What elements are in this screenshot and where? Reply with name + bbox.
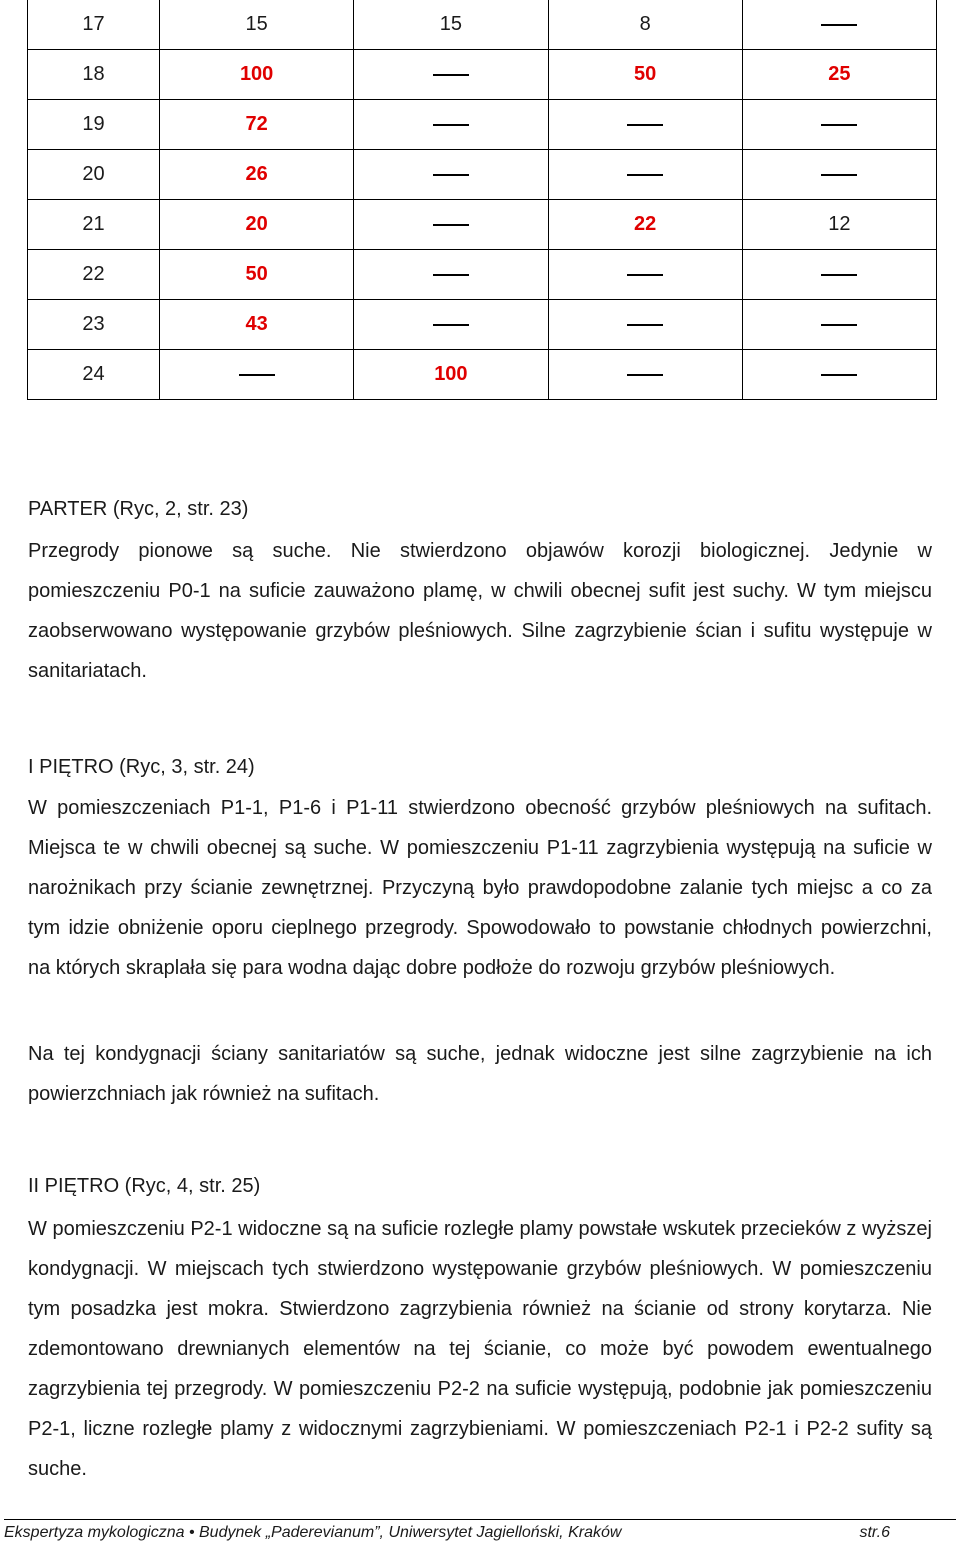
dash-mark bbox=[433, 324, 469, 326]
table-row-number: 18 bbox=[28, 50, 160, 100]
table-cell: 15 bbox=[160, 0, 354, 50]
table-cell: 22 bbox=[548, 200, 742, 250]
paragraph-parter: Przegrody pionowe są suche. Nie stwierdzono objawów korozji biologicznej. Jedynie w pomieszczeniu P0-1 na suficie zauważono plamę, w chwili obecnej sufit jest suchy. W tym miejscu zaobserwowano występowanie grzybów pleśniowych. Silne zagrzybienie ścian i sufitu występuje w sanitariatach. bbox=[28, 540, 932, 682]
table-cell: 26 bbox=[160, 150, 354, 200]
table-row bbox=[28, 300, 937, 350]
table-cell bbox=[548, 350, 742, 400]
dash-mark bbox=[433, 274, 469, 276]
table-cell bbox=[742, 100, 936, 150]
dash-mark bbox=[821, 24, 857, 26]
table-row bbox=[28, 50, 937, 100]
table-cell bbox=[742, 300, 936, 350]
dash-mark bbox=[821, 374, 857, 376]
paragraph-floor1-2: Na tej kondygnacji ściany sanitariatów są suche, jednak widoczne jest silne zagrzybienie na ich powierzchniach jak również na sufitach. bbox=[28, 1043, 932, 1105]
dash-mark bbox=[627, 174, 663, 176]
table-cell: 43 bbox=[160, 300, 354, 350]
section-heading-floor2: II PIĘTRO (Ryc, 4, str. 25) bbox=[28, 1175, 261, 1197]
dash-mark bbox=[627, 124, 663, 126]
table-cell: 12 bbox=[742, 200, 936, 250]
section-heading-parter: PARTER (Ryc, 2, str. 23) bbox=[28, 498, 249, 520]
table-cell bbox=[354, 250, 548, 300]
table-cell: 50 bbox=[548, 50, 742, 100]
dash-mark bbox=[821, 324, 857, 326]
table-cell: 100 bbox=[160, 50, 354, 100]
dash-mark bbox=[627, 374, 663, 376]
table-cell bbox=[548, 150, 742, 200]
table-cell bbox=[160, 350, 354, 400]
table-cell bbox=[354, 300, 548, 350]
dash-mark bbox=[433, 74, 469, 76]
table-row-number: 24 bbox=[28, 350, 160, 400]
table-cell bbox=[548, 100, 742, 150]
dash-mark bbox=[627, 274, 663, 276]
table-cell: 72 bbox=[160, 100, 354, 150]
data-table-body bbox=[28, 0, 937, 400]
table-cell bbox=[354, 100, 548, 150]
paragraph-floor1-1: W pomieszczeniach P1-1, P1-6 i P1-11 stwierdzono obecność grzybów pleśniowych na sufitach. Miejsca te w chwili obecnej są suche. W pomieszczeniu P1-11 zagrzybienia występują na suficie w narożnikach przy ścianie zewnętrznej. Przyczyną było prawdopodobne zalanie tych miejsc a co za tym idzie obniżenie oporu cieplnego przegrody. Spowodowało to powstanie chłodnych powierzchni, na których skraplała się para wodna dając dobre podłoże do rozwoju grzybów pleśniowych. bbox=[28, 797, 932, 979]
data-table bbox=[27, 0, 937, 400]
page-footer bbox=[4, 1519, 956, 1544]
table-cell: 50 bbox=[160, 250, 354, 300]
table-cell: 100 bbox=[354, 350, 548, 400]
dash-mark bbox=[433, 174, 469, 176]
table-cell bbox=[742, 350, 936, 400]
dash-mark bbox=[433, 224, 469, 226]
table-cell bbox=[354, 150, 548, 200]
table-row bbox=[28, 0, 937, 50]
dash-mark bbox=[627, 324, 663, 326]
dash-mark bbox=[433, 124, 469, 126]
table-cell bbox=[354, 200, 548, 250]
table-row-number: 22 bbox=[28, 250, 160, 300]
table-cell bbox=[742, 150, 936, 200]
table-row bbox=[28, 100, 937, 150]
table-row-number: 21 bbox=[28, 200, 160, 250]
dash-mark bbox=[821, 274, 857, 276]
table-cell: 8 bbox=[548, 0, 742, 50]
table-row-number: 23 bbox=[28, 300, 160, 350]
page-number: str.6 bbox=[859, 1524, 890, 1541]
table-cell bbox=[742, 250, 936, 300]
table-row bbox=[28, 150, 937, 200]
table-cell bbox=[354, 50, 548, 100]
section-heading-floor1: I PIĘTRO (Ryc, 3, str. 24) bbox=[28, 756, 255, 778]
table-cell: 15 bbox=[354, 0, 548, 50]
table-row bbox=[28, 200, 937, 250]
table-cell bbox=[548, 300, 742, 350]
paragraph-floor2: W pomieszczeniu P2-1 widoczne są na suficie rozległe plamy powstałe wskutek przecieków z wyższej kondygnacji. W miejscach tych stwierdzono występowanie grzybów pleśniowych. W pomieszczeniu tym posadzka jest mokra. Stwierdzono zagrzybienia również na ścianie od strony korytarza. Nie zdemontowano drewnianych elementów na tej ścianie, co może być powodem ewentualnego zagrzybienia tej przegrody. W pomieszczeniu P2-2 na suficie występują, podobnie jak pomieszczeniu P2-1, liczne rozległe plamy z widocznymi zagrzybieniami. W pomieszczeniach P2-1 i P2-2 sufity są suche. bbox=[28, 1218, 932, 1480]
table-row-number: 19 bbox=[28, 100, 160, 150]
table-row-number: 20 bbox=[28, 150, 160, 200]
table-row-number: 17 bbox=[28, 0, 160, 50]
table-cell bbox=[742, 0, 936, 50]
dash-mark bbox=[821, 174, 857, 176]
table-cell: 20 bbox=[160, 200, 354, 250]
table-row bbox=[28, 350, 937, 400]
dash-mark bbox=[239, 374, 275, 376]
dash-mark bbox=[821, 124, 857, 126]
table-cell bbox=[548, 250, 742, 300]
table-row bbox=[28, 250, 937, 300]
footer-title: Ekspertyza mykologiczna • Budynek „Paderevianum”, Uniwersytet Jagielloński, Kraków bbox=[4, 1524, 622, 1541]
table-cell: 25 bbox=[742, 50, 936, 100]
